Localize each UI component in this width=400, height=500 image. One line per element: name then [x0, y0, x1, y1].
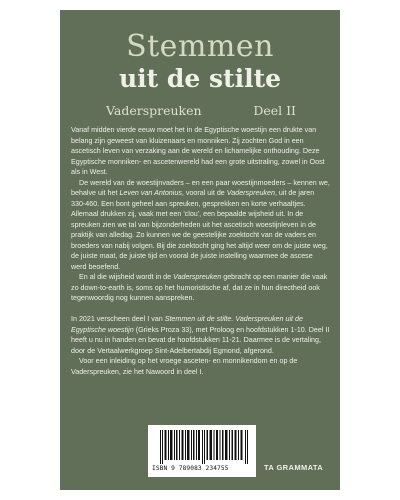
- subtitle-series: Vaderspreuken: [106, 103, 202, 118]
- blurb-p1-text: Vanaf midden vierde eeuw moet het in de Egyptische woestijn een drukte van belang zijn geweest van kluizenaars en monniken. Zij zochten God in een ascetisch leven van verzaking aan de wereld en lichamelijke onthouding. Deze Egyptische monniken- en ascetenwereld had een grote uitstraling, zowel in Oost als in West.: [71, 126, 325, 176]
- book-back-cover: [60, 10, 340, 490]
- barcode: [148, 425, 256, 477]
- title-line-2: uit de stilte: [118, 64, 282, 93]
- blurb-p5-text: Voor een inleiding op het vroege asceten- en monnikendom en op de Vaderspreuken, zie het Nawoord in deel I.: [71, 357, 298, 376]
- barcode-bars-icon: [160, 430, 248, 464]
- blurb-paragraph-1: [71, 125, 330, 178]
- blurb-p2-c: , uit de jaren 330-460. Een bont geheel aan spreuken, gesprekken en korte verhaaltjes. Allemaal drukken zij, vaak met een 'clou', een bepaalde wijsheid uit. In de spreuken zien we tal van bijzonderheden uit het ascetisch woestijnleven in de praktijk van alledag. Zo kunnen we de geestelijke zoektocht van de vaders en broeders van nabij volgen. Bij die zoektocht ging het altijd weer om de juiste weg, de juiste maat, de juiste tijd en vooral de juiste instelling waarmee de ascese werd beoefend.: [71, 189, 328, 271]
- blurb-p3-b: gebracht op een manier die vaak zo down-to-earth is, soms op het humoristische af, dat ze in hun directheid ook tegenwoordig nog kunnen aanspreken.: [71, 273, 328, 302]
- blurb-p3-a: En al die wijsheid wordt in de: [79, 273, 174, 281]
- title-line-1: Stemmen: [126, 29, 274, 64]
- blurb-p2-emphasis-2: Vaderspreuken: [226, 189, 275, 197]
- blurb-text: [71, 125, 330, 377]
- blurb-paragraph-2: [71, 178, 330, 273]
- subtitle-row: [82, 103, 318, 119]
- blurb-p2-b: , vooral uit de: [181, 189, 227, 197]
- blurb-paragraph-3: [71, 272, 330, 304]
- blurb-p4-emphasis: Stemmen uit de stilte. Vaderspreuken uit de Egyptische woestijn: [71, 315, 303, 334]
- blurb-p2-a: De wereld van de woestijnvaders – en een paar woestijnmoeders – kennen we, behalve uit het: [71, 178, 330, 197]
- subtitle-volume: Deel II: [253, 103, 296, 118]
- blurb-paragraph-5: [71, 356, 330, 377]
- isbn-number: ISBN 9 789083 234755: [152, 465, 229, 472]
- blurb-p4-b: (Grieks Proza 33), met Proloog en hoofdstukken 1-10. Deel II heeft u nu in handen en bevat de hoofdstukken 11-21. Daarmee is de vertaling, door de Vertaalwerkgroep Sint-Adelbertabdij Egmond, afgerond.: [71, 325, 330, 355]
- blurb-p4-a: In 2021 verscheen deel I van: [71, 315, 165, 323]
- blurb-paragraph-4: [71, 314, 330, 356]
- blurb-p2-emphasis-1: Leven van Antonius: [119, 189, 182, 197]
- blurb-p3-emphasis: Vaderspreuken: [173, 273, 222, 281]
- publisher-name: TA GRAMMATA: [264, 463, 324, 472]
